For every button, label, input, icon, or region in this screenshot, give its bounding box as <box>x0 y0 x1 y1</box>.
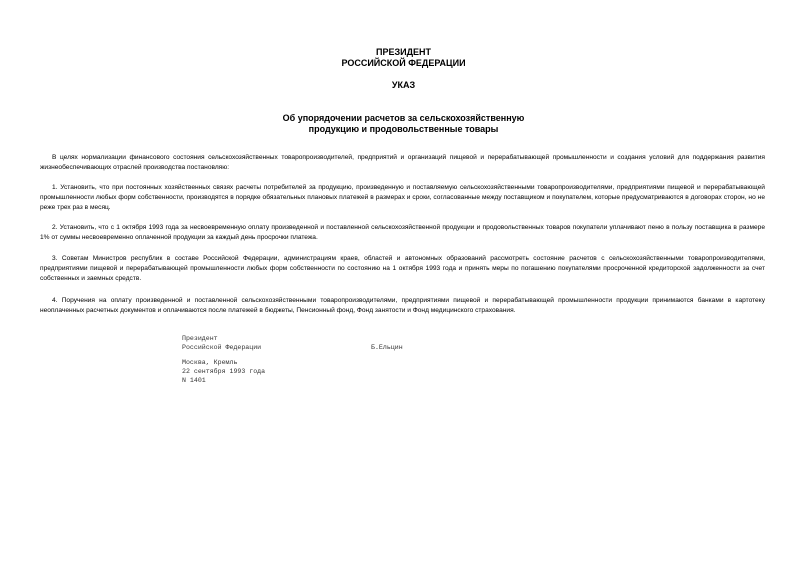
issuer-subtitle: РОССИЙСКОЙ ФЕДЕРАЦИИ <box>341 58 466 68</box>
issuer-title: ПРЕЗИДЕНТ <box>376 47 431 57</box>
signer-position-line-2: Российской Федерации <box>182 344 262 351</box>
preamble-paragraph: В целях нормализации финансового состояния сельскохозяйственных товаропроизводителей, предприятий и организаций пищевой и перерабатывающей промышленности и создания условий для поддержания развития жизнеобеспечивающих отраслей производства постановляю: <box>40 154 765 171</box>
signing-date: 22 сентября 1993 года <box>182 368 266 375</box>
clause-2-paragraph: 2. Установить, что с 1 октября 1993 года за несвоевременную оплату произведенной и поставленной сельскохозяйственной продукции и продовольственных товаров покупатели уплачивают пеню в пользу поставщика в размере 1% от суммы несвоевременно оплаченной продукции за каждый день просрочки платежа. <box>40 224 765 241</box>
signing-place: Москва, Кремль <box>182 359 238 366</box>
clause-4-paragraph: 4. Поручения на оплату произведенной и поставленной сельскохозяйственными товаропроизводителями, предприятиями пищевой и перерабатывающей промышленности продукции принимаются банками в картотеку неоплаченных расчетных документов и оплачиваются после платежей в бюджеты, Пенсионный фонд, Фонд занятости и Фонд медицинского страхования. <box>40 297 765 314</box>
signer-name: Б.Ельцин <box>371 344 403 351</box>
decree-title-line-2: продукцию и продовольственные товары <box>308 124 499 134</box>
clause-3-paragraph: 3. Советам Министров республик в составе Российской Федерации, администрациям краев, областей и автономных образований рассмотреть состояние расчетов с сельскохозяйственными товаропроизводителями, предприятиями пищевой и перерабатывающей промышленности любых форм собственности по состоянию на 1 октября 1993 года и принять меры по погашению покупателями просроченной кредиторской задолженности за счет собственных и заемных средств. <box>40 255 765 282</box>
decree-number: N 1401 <box>182 377 206 384</box>
clause-1-paragraph: 1. Установить, что при постоянных хозяйственных связях расчеты потребителей за продукцию, произведенную и поставляемую сельскохозяйственными товаропроизводителями, предприятиями пищевой и перерабатывающей промышленности любых форм собственности, производятся в порядке обязательных плановых платежей в размерах и сроки, согласованные между поставщиком и покупателем, которые предусматриваются в договорах сторон, но не реже трех раз в месяц. <box>40 184 765 211</box>
decree-title-line-1: Об упорядочении расчетов за сельскохозяйственную <box>282 113 525 123</box>
document-type: УКАЗ <box>391 80 416 90</box>
signer-position-line-1: Президент <box>182 335 218 342</box>
